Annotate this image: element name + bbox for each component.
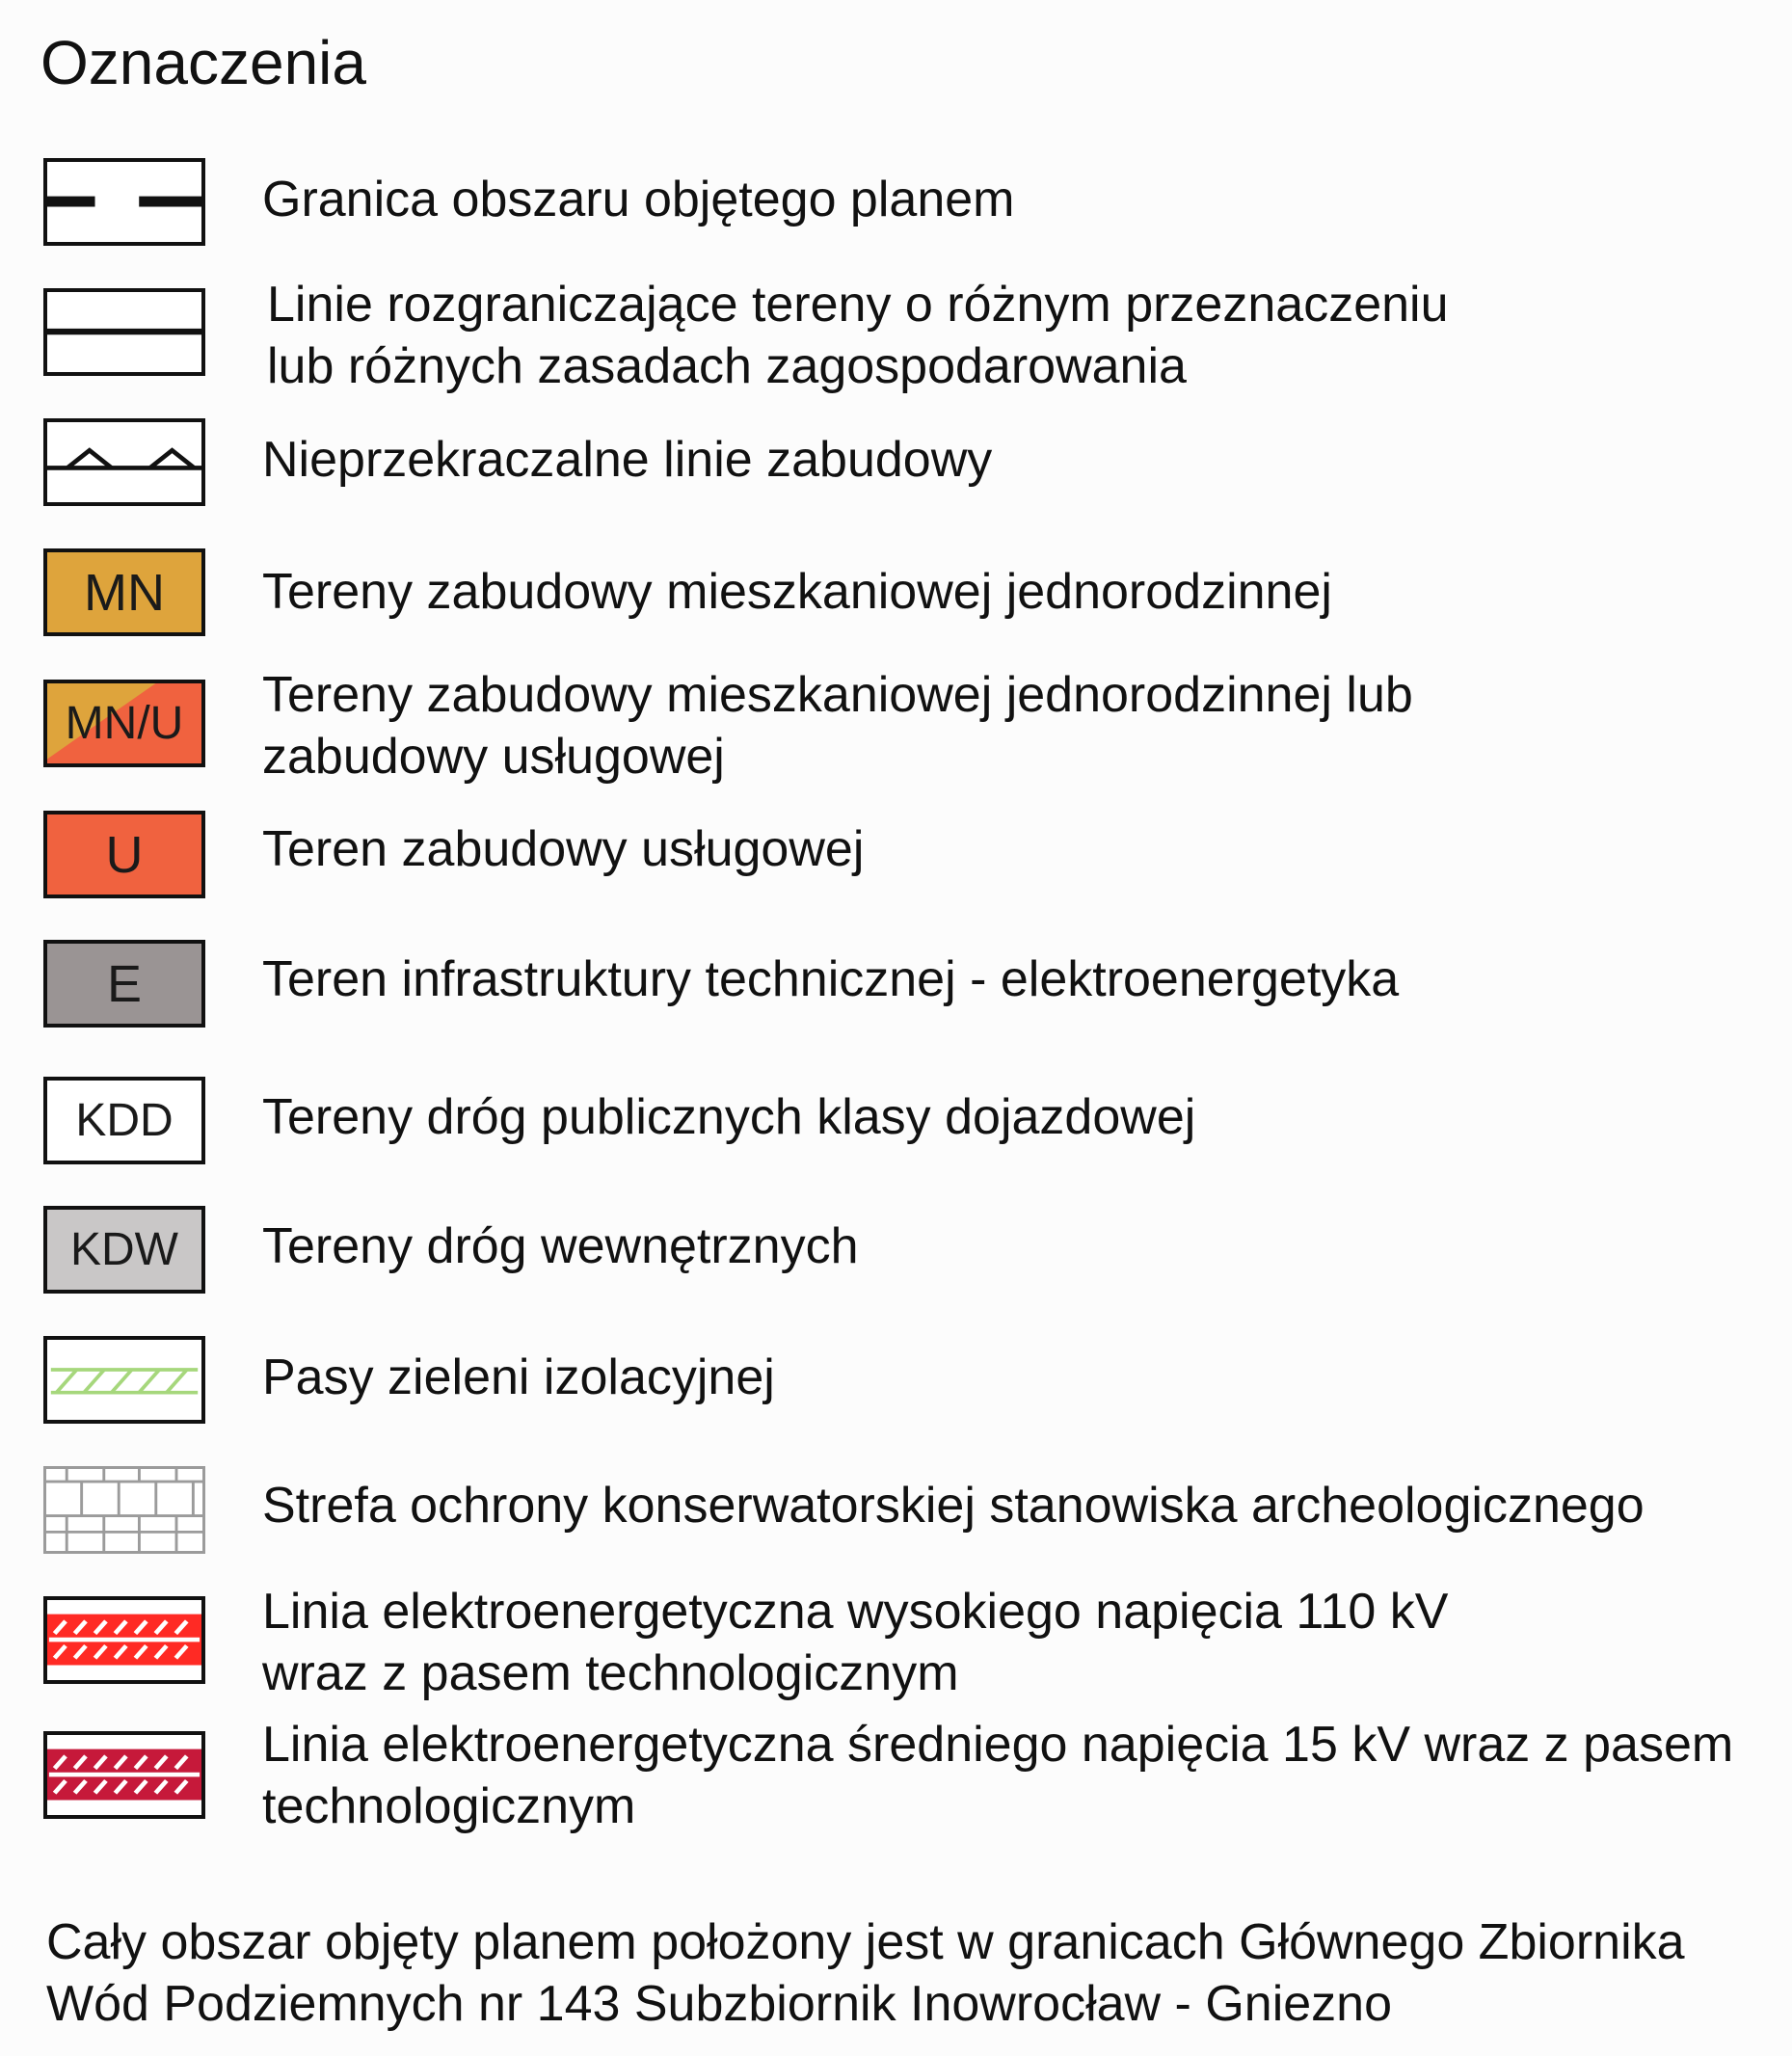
dashed-line-graphic [47, 162, 201, 242]
groundwater-note: Cały obszar objęty planem położony jest w granicach Głównego Zbiornika Wód Podziemnych nr 143 Subzbiornik Inowrocław - Gniezno [46, 1914, 1685, 2032]
zone-code: MN [84, 563, 165, 622]
building-line-symbol [43, 418, 205, 506]
hv-band-graphic [47, 1600, 201, 1680]
e-symbol [43, 940, 205, 1028]
mn-u-symbol [43, 680, 205, 767]
legend-item-label: Linia elektroenergetyczna wysokiego napięcia 110 kV wraz z pasem technologicznym [262, 1584, 1449, 1701]
archeo-grid-graphic [46, 1469, 202, 1551]
zone-code: E [106, 954, 143, 1013]
caret-line-graphic [47, 422, 201, 502]
u-symbol [43, 811, 205, 898]
legend-item-label: Pasy zieleni izolacyjnej [262, 1349, 775, 1405]
legend-item-label: Granica obszaru objętego planem [262, 172, 1015, 227]
zone-code: KDD [75, 1095, 174, 1146]
mv-band-graphic [47, 1735, 201, 1815]
zone-code: KDW [70, 1224, 178, 1275]
legend-item-label: Tereny zabudowy mieszkaniowej jednorodzinnej [262, 564, 1332, 620]
legend-item-label: Nieprzekraczalne linie zabudowy [262, 432, 993, 488]
legend-item-label: Linia elektroenergetyczna średniego napięcia 15 kV wraz z pasem technologicznym [262, 1717, 1734, 1834]
zone-code: U [105, 825, 144, 884]
legend-item-label: Tereny zabudowy mieszkaniowej jednorodzinnej lub zabudowy usługowej [262, 667, 1413, 785]
solid-line-symbol [43, 288, 205, 376]
solid-line-graphic [47, 292, 201, 372]
legend-item-label: Tereny dróg publicznych klasy dojazdowej [262, 1089, 1196, 1145]
kdd-symbol [43, 1077, 205, 1164]
green-hatch-symbol [43, 1336, 205, 1424]
legend-item-label: Tereny dróg wewnętrznych [262, 1218, 859, 1274]
kdw-symbol [43, 1206, 205, 1294]
mv-line-symbol [43, 1731, 205, 1819]
legend-item-label: Teren zabudowy usługowej [262, 821, 865, 877]
archeo-grid-symbol [43, 1466, 205, 1554]
green-hatch-graphic [47, 1340, 201, 1420]
legend-item-label: Teren infrastruktury technicznej - elektroenergetyka [262, 951, 1400, 1007]
legend-item-label: Linie rozgraniczające tereny o różnym przeznaczeniu lub różnych zasadach zagospodarowania [267, 277, 1449, 394]
legend-title: Oznaczenia [40, 28, 366, 97]
dashed-boundary-symbol [43, 158, 205, 246]
legend-item-label: Strefa ochrony konserwatorskiej stanowiska archeologicznego [262, 1478, 1645, 1534]
zone-code: MN/U [65, 698, 184, 749]
hv-line-symbol [43, 1596, 205, 1684]
mn-symbol [43, 548, 205, 636]
